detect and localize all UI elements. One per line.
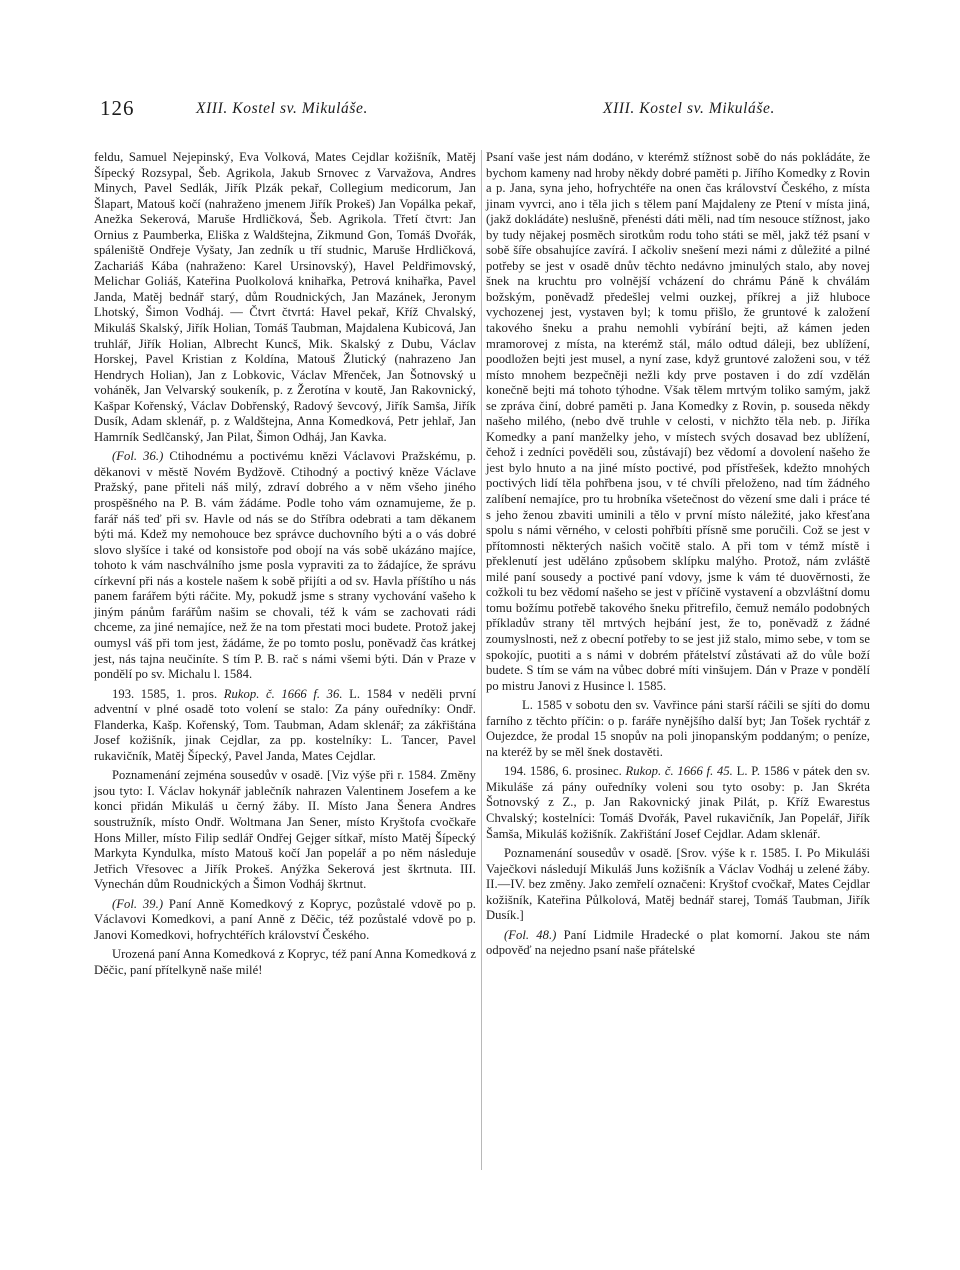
paragraph: Poznamenání zejména sousedův v osadě. [Viz výše při r. 1584. Změny jsou tyto: I. Václav hokynář jablečník nahrazen Valentinem Josefem a ke konci přidán Mikuláš u černý žáby. II. Místo Jana Šenera Andres soustružník, místo Ondř. Woltmana Jan Sener, místo Kryštofa cvočkaře Hons Miller, místo Filip sedlář Ondřej Gejger sítkař, místo Matěj Šípecký Markyta Kyndulka, místo Matouš kočí Jan popelář a po něm následuje Jetřich Vřesovec a Jiřík Prokeš. Anýžka Sekerová jest škrtnuta. III. Vynechán dům Roudnických a Šimon Vodháj škrtnut. [94,768,476,892]
paragraph: feldu, Samuel Nejepinský, Eva Volková, Mates Cejdlar kožišník, Matěj Šípecký Rozsypal, Šeb. Agrikola, Jakub Srnovec z Varvažova, Andres Minych, Pavel Sedlák, Jiřík Plzák pekař, Collegium medicorum, Jan Šlapart, Matouš kočí (nahraženo jmenem Jiřík Prokeš) Jan Vopálka pekař, Anežka Sekerová, Maruše Hrdličková, Šeb. Agrikola. Třetí čtvrt: Jan Ornius z Paumberka, Eliška z Waldštejna, Zikmund Gon, Tomáš Dvořák, spáleniště Ondřeje Vyšaty, Jan zedník u tří studnic, Maruše Hrdličková, Zachariáš Kába (nahraženo: Karel Ursinovský), Havel Peldřimovský, Melichar Goliáš, Kateřina Puolkolová knihařka, Petrová knihařka, Pavel Janda, Matěj bednář starý, dům Roudnických, Jan Mazánek, Jeronym Lhotský, Šimon Vodháj. — Čtvrt čtvrtá: Havel pekař, Kříž Chvalský, Mikuláš Skalský, Jiřík Holian, Tomáš Taubman, Majdalena Kubicová, Jan truhlář, Jiřík Holian, Albrecht Kuncš, Mik. Skalský z Dubu, Václav Horskej, Pavel Kristian z Koldína, Matouš Žlutický (nahrazeno Jan Hendrych Holian), Jan z Lobkovic, Václav Mřenček, Jan Šotnovský u voháněk, Jan Velvarský soukeník, p. z Žerotína v koutě, Jan Rakovnický, Kašpar Kořenský, Václav Dobřenský, Radový ševcový, Jiřík Samša, Jiřík Dusík, Adam sklenář, p. z Waldštejna, Anna Komedková, Petr jehlař, Jan Hamrník Sedlčanský, Jan Pilat, Šimon Odháj, Jan Kavka. [94,150,476,444]
page-number: 126 [100,96,135,120]
manuscript-reference: Rukop. č. 1666 f. 36. [223,686,343,701]
entry-heading: 193. 1585, 1. pros. [112,686,224,701]
entry-heading: 194. 1586, 6. prosinec. [504,764,626,779]
paragraph-text: Paní Anně Komedkový z Kopryc, pozůstalé vdově po p. Václavovi Komedkovi, a paní Anně z Děčic, též pozůstalé vdově po p. Janovi Komedkovi, hofrychtéřích království Českého. [94,896,476,942]
letter-paragraph [94,449,476,682]
letter-paragraph [94,897,476,944]
paragraph-text: L. P. 1586 v pátek den sv. Mikuláše zá pány ouředníky voleni sou tyto osoby: p. Jan Skréta Šotnovský z Z., p. Jan Rakovnický jinak Pilát, p. Kříž Ewarestus Chvalský; kostelníci: Tomáš Dvořák, Pavel rukavičník, Jan Popelář, Jiřík Šamša, Mikuláš kožišník. Zakřištání Josef Cejdlar. Adam sklenář. [486,764,870,841]
paragraph: L. 1585 v sobotu den sv. Vavřince páni starší ráčili se sjíti do domu farního z těchto příčin: o p. faráře nynějšího další byt; Jan Tošek rychtář z Oujezdce, že prodal 15 snopův na poli jinopanským poddaným; o peníze, na kteréž by se měl šnek dostavěti. [486,698,870,759]
paragraph: Poznamenání sousedův v osadě. [Srov. výše k r. 1585. I. Po Mikuláši Vaječkovi následují Mikuláš Juns kožišník a Václav Vodháj u zelené žáby. II.—IV. bez změny. Jako zemřelí označeni: Kryštof cvočkař, Mates Cejdlar kožišník, Kateřina Půlkolová, Matěj bednář starej, Tomáš Taubman, Jiřík Dusík.] [486,846,870,923]
paragraph-text: Paní Lidmile Hradecké o plat komorní. Jakou ste nám odpověď na nejedno psaní naše přátelské [486,927,871,958]
paragraph: Psaní vaše jest nám dodáno, v kterémž stížnost sobě do nás pokládáte, že bychom kameny nad hroby někdy dobré paměti p. Jiřího Komedky z Rovin a p. Jana, syna jeho, hofrychtéře na onen čas království Českého, z místa jinam vyvrci, ano i těla jich s tělem paní Majdaleny ze Ptení v místa jiná, (jakž dokládáte) neslušně, přenésti dáti měli, nad tím nesouce stížnost, jako by tudy nějakej posměch sirotkům rodu toho státi se měl, jakž též psaní v sobě šíře obsahujíce zavírá. I ačkoliv snešení mezi námi z důležité a pilné potřeby se jest v osadě dnův těchto nedávno jminulých stalo, aby novej šnek na kruchtu pro volnější vcházení do chrámu Páně k chválám božským, poněvadž předešlej velmi ouzkej, příkrej a již hluboce vychozenej jest, vystaven byl; k tomu přišlo, že gruntové k založení takového šneku a prahu nemohli vybírání bejti, až kámen jeden mramorovej z místa, na kterémž stál, málo odtud dáleji, bez ublížení, poodložen bejti jest musel, a nyní zase, když gruntové založeni sou, v též místo mnohem bezpečněji nežli kdy prve postaven i do zdí vzdělán konečně bejti má tohoto týhodne. Však tělem mrtvým toliko samým, jakž se zpráva činí, dobré paměti p. Jana Komedky z Rovin, p. souseda někdy našeho milého, (nebo dvě truhle v celosti, v nichžto těla neb. p. Jiříka Komedky a paní manželky jeho, v místech svých dosavad bez ublížení, čehož i zedníci pověděli sou, zůstávají) bez vědomí a dovolení našeho že jest bylo hnuto a na jiné místo poctivé, pod přístřešek, kdežto mnohých poctivých lidí těla pohřbena jsou, v té chvíli přeloženo, nad tím žádného zalíbení nemajíce, pro tu hrobníka všetečnost do vězení sme dali i práce té s jeho ženou zbaviti uminili a tělo v první místo náležité, jako křesťana spolu s námi věrného, v celosti pohřbíti přísně sme poručili. Což se jest v přítomnosti některých našich vočitě stalo. A při tom v témž místě i překlenutí jest uděláno způsobem sklípku malýho. Protož, nám zvláště milé paní sousedy a poctivé paní vdovy, jsme k vám té duověrnosti, že cožkoli tu bez vědomí našeho se jest v příčině vystavení a obzvláštní domu tomu božímu potřebě takového šneku přitrefilo, čemuž nemálo podobných příkladův strany těl mrtvých hejbání jest, že to, poněvadž z žádné zoumyslnosti, než z obecní potřeby to se jest již stalo, mimo sebe, v tom se spokojíc, puotiti a s námi v dobrém přátelství zůstávati až do vůle boží budete. S tím se vám na vůbec dobré míti vinšujem. Dán v Praze v pondělí po mistru Janovi z Husince l. 1585. [486,150,870,693]
entry-paragraph [486,764,870,842]
manuscript-reference: Rukop. č. 1666 f. 45. [625,764,733,779]
letter-paragraph [486,928,870,959]
entry-paragraph [94,687,476,765]
page-header [0,96,960,130]
paragraph-text: Ctihodnému a poctivému knězi Václavovi Pražskému, p. děkanovi v městě Novém Bydžově. Ctihodný a poctivý kněze Václave Pražský, pane přiteli náš milý, zdraví dobrého a v něm všeho jiného prospěšného na P. B. vám žádáme. Podle toho vám oznamujeme, že p. farář náš teď při sv. Havle od nás se do Stříbra odebrati a tam děkanem býti má. Kdež my nemohouce bez správce duchovního býti a o vás dobré slovo slyšíce i také od konsistoře pod obojí na vás sobě ukázáno majíce, tohoto k vám naschválního jsme posla vypraviti za to žádajíce, že správu církevní při nás a kostele našem k sobě přijíti a od sv. Havla příštího u nás panem farářem býti ráčite. My, pokudž jsme s strany vychování vašeho k jiným pánům farářům našim se chovali, též k vám se zachovati rádi chceme, za jiné nemajíce, než že na tom přestati moci budete. Protož jakej oumysl váš při tom jest, žádáme, že po tomto poslu, poněvadž čas krátkej jest, nás tajna neučiníte. S tím P. B. rač s námi všemi býti. Dán v Praze v pondělí po sv. Michalu l. 1584. [94,449,476,682]
folio-reference: (Fol. 39.) [112,896,164,911]
paragraph-text: L. 1584 v neděli první adventní v plné osadě toto volení se stalo: Za pány ouředníky: Ondř. Flanderka, Kašp. Kořenský, Tom. Taubman, Adam sklenář; za zákřištána Josef kožišník, jinak Cejdlar, za pp. kostelníky: L. Tancer, Pavel rukavičník, Matěj Šípecký, Pavel Janda, Mates Cejdlar. [94,686,476,763]
paragraph: Urozená paní Anna Komedková z Kopryc, též paní Anna Komedková z Děčic, paní přítelkyně naše milé! [94,947,476,977]
running-title-left: XIII. Kostel sv. Mikuláše. [196,100,368,117]
right-column [486,150,870,959]
column-divider [481,150,482,1170]
folio-reference: (Fol. 36.) [112,449,164,464]
folio-reference: (Fol. 48.) [504,927,557,942]
running-title-right: XIII. Kostel sv. Mikuláše. [603,100,775,117]
left-column [94,150,476,978]
